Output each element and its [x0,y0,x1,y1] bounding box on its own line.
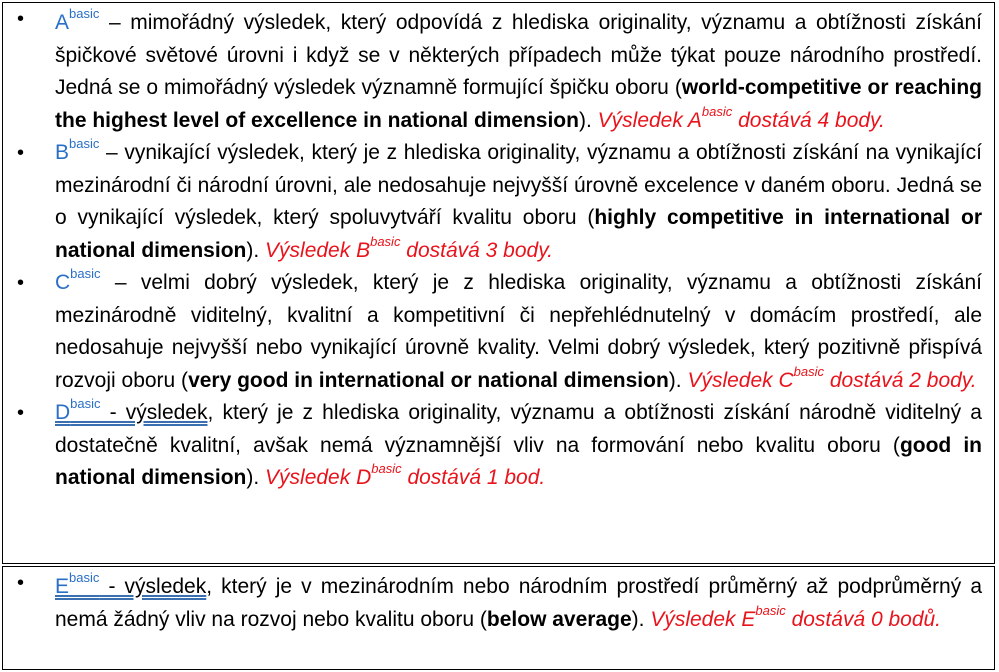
grade-description: – vynikající výsledek, který je z hlediska originality, významu a obtížnosti získání na vynikající mezinárodní či národní úrovni, ale nedosahuje nejvyšší úrovně excelence v daném oboru. Jedná se o vynikající výsledek, který spoluvytváří kvalitu oboru ( [55,141,982,229]
grade-item-c: • $C^{basic}$ – velmi dobrý výsledek, který je z hlediska originality, významu a obtížnosti získání mezinárodně viditelný, kvalitní a kompetitivní či nepřehlédnutelný v domácím prostředí, ale nedosahuje nejvyšší nebo vynikající úrovně kvality. Velmi dobrý výsledek, který pozitivně přispívá rozvoji oboru (very good in international or national dimension). Výsledek $C^{basic}$ dostává 2 body. [3,267,994,397]
grade-list [3,567,994,636]
grade-score: Výsledek $C^{basic}$ dostává 2 body. [687,363,977,392]
grade-label: $E^{basic}$ - výsledek [55,570,207,598]
grade-item-a: • $A^{basic}$ – mimořádný výsledek, který odpovídá z hlediska originality, významu a obtížnosti získání špičkové světové úrovni i když se v některých případech může týkat pouze národního prostředí. Jedná se o mimořádný výsledek významně formující špičku oboru (world-competitive or reaching the highest level of excellence in national dimension). Výsledek $A^{basic}$ dostává 4 body. [3,3,994,137]
grade-list [3,3,994,495]
grade-item-b: • $B^{basic}$ – vynikající výsledek, který je z hlediska originality, významu a obtížnosti získání na vynikající mezinárodní či národní úrovni, ale nedosahuje nejvyšší úrovně excelence v daném oboru. Jedná se o vynikající výsledek, který spoluvytváří kvalitu oboru (highly competitive in international or national dimension). Výsledek $B^{basic}$ dostává 3 body. [3,137,994,267]
grade-description: – mimořádný výsledek, který odpovídá z hlediska originality, významu a obtížnosti získání špičkové světové úrovni i když se v některých případech může týkat pouze národního prostředí. Jedná se o mimořádný výsledek významně formující špičku oboru ( [55,11,982,99]
grade-description: – velmi dobrý výsledek, který je z hlediska originality, významu a obtížnosti získání mezinárodně viditelný, kvalitní a kompetitivní či nepřehlédnutelný v domácím prostředí, ale nedosahuje nejvyšší nebo vynikající úrovně kvality. Velmi dobrý výsledek, který pozitivně přispívá rozvoji oboru ( [55,271,982,392]
grade-english-term: very good in international or national dimension [188,368,669,392]
grade-description: , který je v mezinárodním nebo národním prostředí průměrný až podprůměrný a nemá žádný vliv na rozvoj nebo kvalitu oboru ( [55,575,983,631]
grade-description: , který je z hlediska originality, významu a obtížnosti získání národně viditelný a dostatečně kvalitní, avšak nemá významnější vliv na formování nebo kvalitu oboru ( [55,401,982,457]
grade-score: Výsledek $E^{basic}$ dostává 0 bodů. [650,602,942,631]
grade-english-term: world-competitive or reaching the highest level of excellence in national dimension [55,76,983,132]
grade-label: $A^{basic}$ [55,6,100,34]
grade-score: Výsledek $D^{basic}$ dostává 1 bod. [265,461,546,489]
grades-box-secondary [2,566,995,670]
grade-label: $B^{basic}$ [55,136,100,164]
grade-score: Výsledek $B^{basic}$ dostává 3 body. [265,233,554,262]
grade-label: $C^{basic}$ [55,266,101,294]
grade-score: Výsledek $A^{basic}$ dostává 4 body. [597,103,885,132]
grade-label: $D^{basic}$ - výsledek [55,396,208,424]
grade-item-d: • $D^{basic}$ - výsledek, který je z hlediska originality, významu a obtížnosti získání národně viditelný a dostatečně kvalitní, avšak nemá významnější vliv na formování nebo kvalitu oboru (good in national dimension). Výsledek $D^{basic}$ dostává 1 bod. [3,397,994,495]
grade-english-term: highly competitive in international or national dimension [55,206,982,262]
grade-item-e: • $E^{basic}$ - výsledek, který je v mezinárodním nebo národním prostředí průměrný až podprůměrný a nemá žádný vliv na rozvoj nebo kvalitu oboru (below average). Výsledek $E^{basic}$ dostává 0 bodů. [3,567,994,636]
grades-box-main [2,2,995,564]
grade-english-term: good in national dimension [55,433,982,489]
grade-english-term: below average [486,607,632,631]
